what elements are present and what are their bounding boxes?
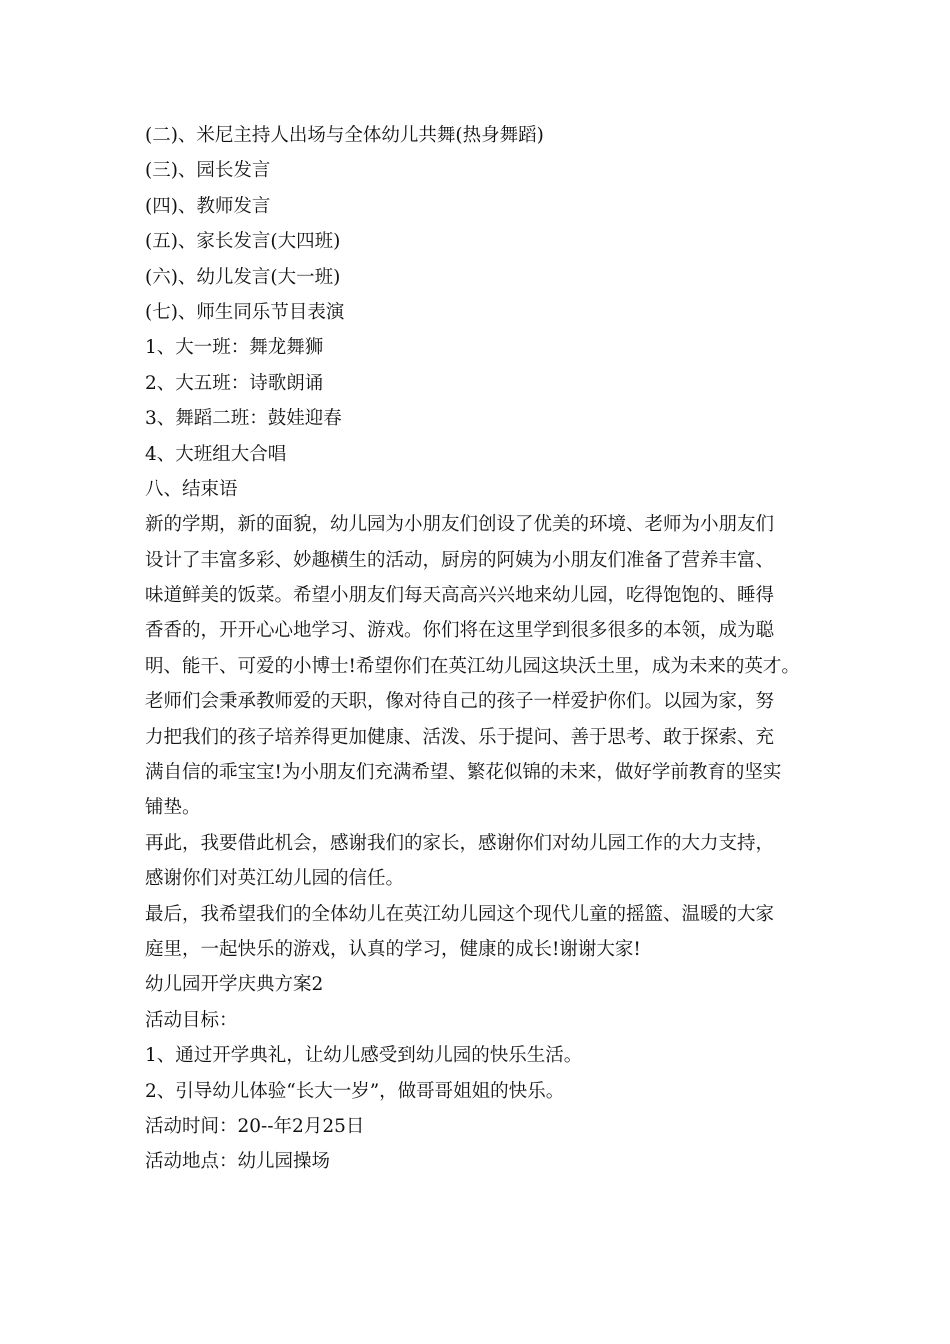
activity-goals-heading: 活动目标： xyxy=(145,1009,238,1031)
closing-paragraph-line: 设计了丰富多彩、妙趣横生的活动，厨房的阿姨为小朋友们准备了营养丰富、 xyxy=(145,549,775,571)
performance-item-1: 1、大一班：舞龙舞狮 xyxy=(145,337,324,359)
closing-paragraph-line: 力把我们的孩子培养得更加健康、活泼、乐于提问、善于思考、敢于探索、充 xyxy=(145,726,775,748)
activity-time: 活动时间：20--年2月25日 xyxy=(145,1115,365,1137)
program-item-3: (三)、园长发言 xyxy=(145,160,271,182)
closing-paragraph-line: 香香的，开开心心地学习、游戏。你们将在这里学到很多很多的本领，成为聪 xyxy=(145,620,775,642)
activity-goal-2: 2、引导幼儿体验“长大一岁”，做哥哥姐姐的快乐。 xyxy=(145,1080,565,1102)
program-item-2: (二)、米尼主持人出场与全体幼儿共舞(热身舞蹈) xyxy=(145,125,544,146)
activity-location: 活动地点：幼儿园操场 xyxy=(145,1151,331,1173)
performance-item-4: 4、大班组大合唱 xyxy=(145,443,287,465)
thanks-paragraph-line: 再此，我要借此机会，感谢我们的家长，感谢你们对幼儿园工作的大力支持， xyxy=(145,832,775,854)
thanks-paragraph-line: 感谢你们对英江幼儿园的信任。 xyxy=(145,868,405,890)
program-item-5: (五)、家长发言(大四班) xyxy=(145,231,341,253)
performance-item-3: 3、舞蹈二班：鼓娃迎春 xyxy=(145,408,342,430)
program-item-7: (七)、师生同乐节目表演 xyxy=(145,301,345,323)
closing-paragraph-line: 明、能干、可爱的小博士!希望你们在英江幼儿园这块沃土里，成为未来的英才。 xyxy=(145,655,800,677)
closing-paragraph-line: 满自信的乖宝宝!为小朋友们充满希望、繁花似锦的未来，做好学前教育的坚实 xyxy=(145,762,782,784)
program-item-4: (四)、教师发言 xyxy=(145,195,271,217)
closing-paragraph-line: 新的学期，新的面貌，幼儿园为小朋友们创设了优美的环境、老师为小朋友们 xyxy=(145,514,775,536)
closing-paragraph-line: 铺垫。 xyxy=(145,797,201,819)
section-heading-closing: 八、结束语 xyxy=(145,478,238,500)
closing-paragraph-line: 味道鲜美的饭菜。希望小朋友们每天高高兴兴地来幼儿园，吃得饱饱的、睡得 xyxy=(145,585,775,607)
plan-2-title: 幼儿园开学庆典方案2 xyxy=(145,974,324,996)
closing-paragraph-line: 老师们会秉承教师爱的天职，像对待自己的孩子一样爱护你们。以园为家，努 xyxy=(145,691,775,713)
activity-goal-1: 1、通过开学典礼，让幼儿感受到幼儿园的快乐生活。 xyxy=(145,1045,583,1067)
final-paragraph-line: 最后，我希望我们的全体幼儿在英江幼儿园这个现代儿童的摇篮、温暖的大家 xyxy=(145,903,775,925)
final-paragraph-line: 庭里，一起快乐的游戏，认真的学习，健康的成长!谢谢大家! xyxy=(145,938,641,960)
document-body xyxy=(145,118,835,1180)
program-item-6: (六)、幼儿发言(大一班) xyxy=(145,266,341,288)
performance-item-2: 2、大五班：诗歌朗诵 xyxy=(145,372,324,394)
